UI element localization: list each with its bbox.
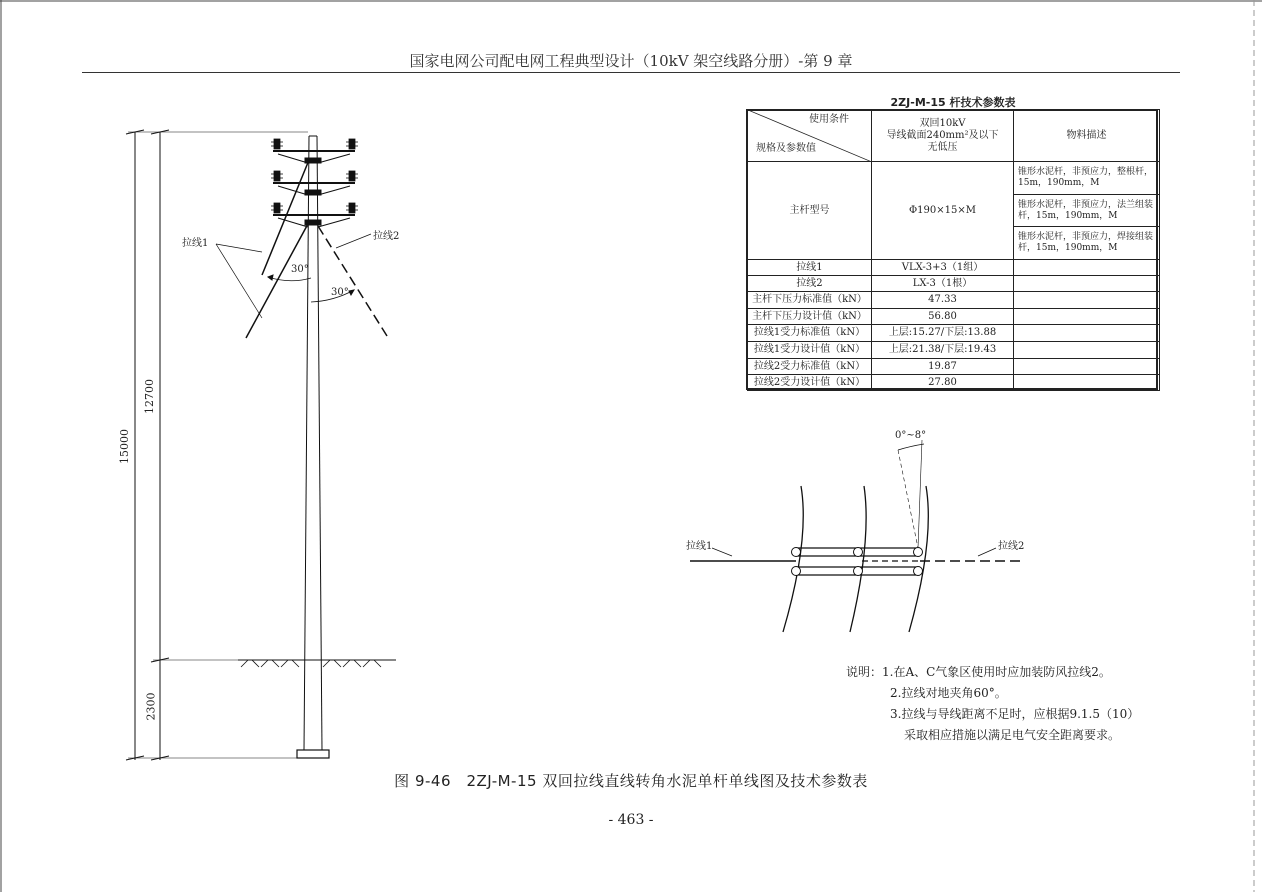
row-value: LX-3（1根） bbox=[872, 276, 1014, 292]
row-value: VLX-3+3（1组） bbox=[872, 260, 1014, 276]
row-label: 主杆下压力标准值（kN） bbox=[748, 292, 872, 309]
dim-buried-depth: 2300 bbox=[144, 692, 158, 721]
guy2-label: 拉线2 bbox=[373, 231, 400, 242]
main-pole-desc-3: 锥形水泥杆，非预应力，焊接组装杆，15m，190mm，M bbox=[1014, 227, 1160, 260]
notes bbox=[846, 662, 1139, 746]
guy1-label: 拉线1 bbox=[182, 238, 209, 249]
dim-above-ground: 12700 bbox=[143, 379, 156, 414]
row-value: 上层:21.38/下层:19.43 bbox=[872, 342, 1014, 359]
diag-top-label: 使用条件 bbox=[809, 114, 849, 125]
note-3-cont: 采取相应措施以满足电气安全距离要求。 bbox=[904, 728, 1121, 742]
main-pole-desc-2: 锥形水泥杆，非预应力，法兰组装杆，15m，190mm，M bbox=[1014, 195, 1160, 227]
note-1: 说明：1.在A、C气象区使用时应加装防风拉线2。 bbox=[846, 665, 1111, 679]
note-3: 3.拉线与导线距离不足时，应根据9.1.5（10） bbox=[890, 707, 1140, 721]
row-label: 拉线1 bbox=[748, 260, 872, 276]
material-header: 物料描述 bbox=[1014, 110, 1160, 162]
main-pole-label: 主杆型号 bbox=[748, 162, 872, 260]
row-label: 拉线2受力标准值（kN） bbox=[748, 359, 872, 375]
row-label: 拉线2受力设计值（kN） bbox=[748, 375, 872, 391]
note-2: 2.拉线对地夹角60°。 bbox=[890, 686, 1007, 700]
plan-guy1-label: 拉线1 bbox=[686, 541, 713, 552]
row-label: 拉线1受力设计值（kN） bbox=[748, 342, 872, 359]
plan-angle-label: 0°~8° bbox=[895, 430, 927, 441]
angle2-label: 30° bbox=[331, 287, 349, 298]
condition-line2: 导线截面240mm²及以下 bbox=[886, 129, 999, 141]
angle1-label: 30° bbox=[291, 264, 309, 275]
row-value: 47.33 bbox=[872, 292, 1014, 309]
dim-total-height: 15000 bbox=[118, 429, 131, 464]
row-value: 27.80 bbox=[872, 375, 1014, 391]
row-label: 拉线2 bbox=[748, 276, 872, 292]
diag-bottom-label: 规格及参数值 bbox=[756, 143, 816, 154]
row-value: 19.87 bbox=[872, 359, 1014, 375]
row-value: 上层:15.27/下层:13.88 bbox=[872, 325, 1014, 342]
row-label: 拉线1受力标准值（kN） bbox=[748, 325, 872, 342]
condition-line3: 无低压 bbox=[927, 141, 958, 153]
row-value: 56.80 bbox=[872, 309, 1014, 325]
main-pole-value: Φ190×15×M bbox=[872, 162, 1014, 260]
row-label: 主杆下压力设计值（kN） bbox=[748, 309, 872, 325]
figure-caption: 图 9-46 2ZJ-M-15 双回拉线直线转角水泥单杆单线图及技术参数表 bbox=[394, 772, 868, 790]
condition-line1: 双回10kV bbox=[919, 117, 966, 129]
page-number: - 463 - bbox=[608, 812, 654, 828]
page-header: 国家电网公司配电网工程典型设计（10kV 架空线路分册）-第 9 章 bbox=[409, 52, 853, 70]
table-title: 2ZJ-M-15 杆技术参数表 bbox=[890, 96, 1016, 109]
plan-guy2-label: 拉线2 bbox=[998, 541, 1025, 552]
main-pole-desc-1: 锥形水泥杆，非预应力，整根杆，15m，190mm，M bbox=[1014, 162, 1160, 195]
